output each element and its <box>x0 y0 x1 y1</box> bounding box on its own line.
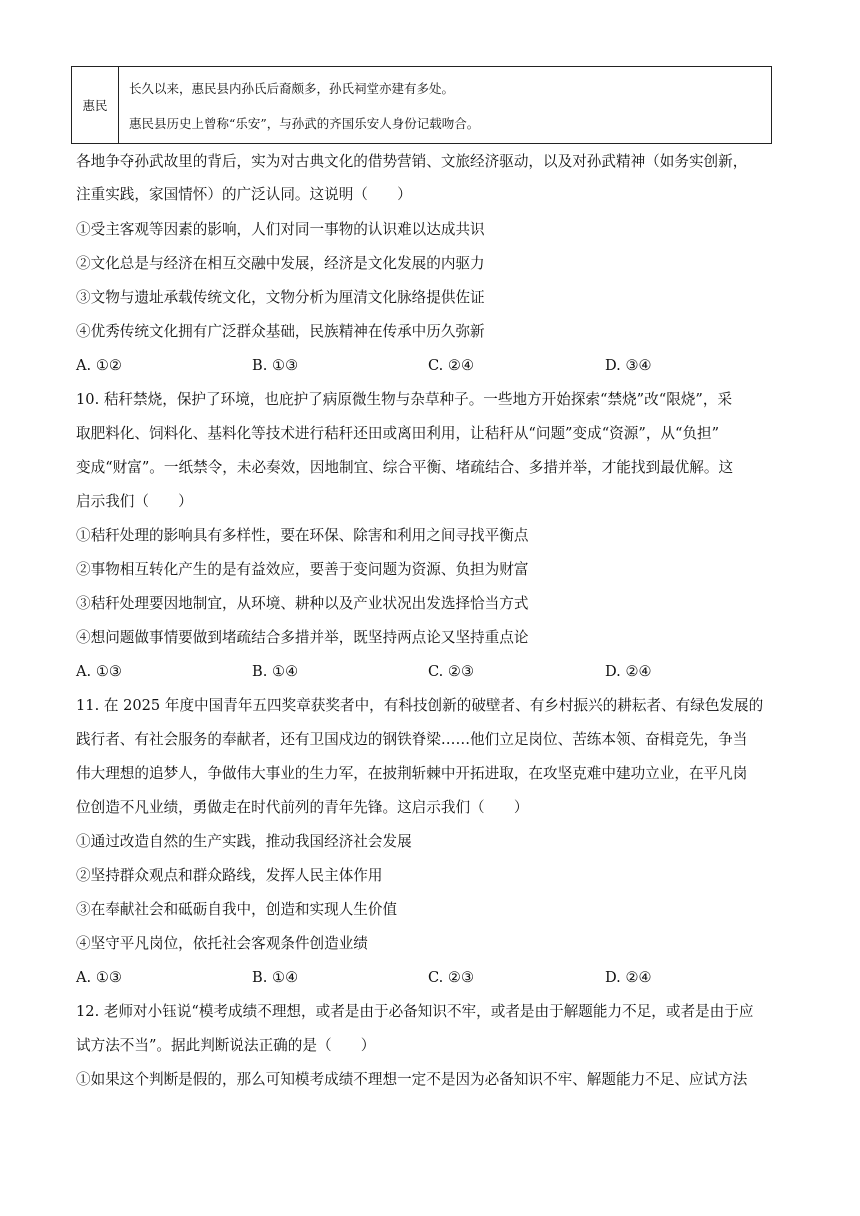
question-10-option-c: C. ②③ <box>428 663 475 680</box>
question-9-item: ②文化总是与经济在相互交融中发展，经济是文化发展的内驱力 <box>76 255 485 272</box>
question-11-item: ③在奉献社会和砥砺自我中，创造和实现人生价值 <box>76 901 398 918</box>
table-content <box>119 67 771 143</box>
info-table <box>71 66 772 144</box>
question-12-stem-line: 12. 老师对小钰说“模考成绩不理想，或者是由于必备知识不牢，或者是由于解题能力不足，或者是由于应 <box>76 1003 754 1020</box>
question-9-item: ④优秀传统文化拥有广泛群众基础，民族精神在传承中历久弥新 <box>76 323 485 340</box>
question-11-option-b: B. ①④ <box>252 969 299 986</box>
question-10-stem-line: 10. 秸秆禁烧，保护了环境，也庇护了病原微生物与杂草种子。一些地方开始探索“禁烧”改“限烧”，采 <box>76 391 733 408</box>
question-11-stem-line: 位创造不凡业绩，勇做走在时代前列的青年先锋。这启示我们（ ） <box>76 799 529 816</box>
question-12-item: ①如果这个判断是假的，那么可知模考成绩不理想一定不是因为必备知识不牢、解题能力不足、应试方法 <box>76 1071 748 1088</box>
question-10-item: ②事物相互转化产生的是有益效应，要善于变问题为资源、负担为财富 <box>76 561 529 578</box>
question-9-stem-line: 各地争夺孙武故里的背后，实为对古典文化的借势营销、文旅经济驱动，以及对孙武精神（如务实创新， <box>76 153 748 170</box>
question-12-stem-line: 试方法不当”。据此判断说法正确的是（ ） <box>76 1037 376 1054</box>
question-9-option-a: A. ①② <box>76 357 122 374</box>
question-11-item: ②坚持群众观点和群众路线，发挥人民主体作用 <box>76 867 383 884</box>
question-10-option-a: A. ①③ <box>76 663 122 680</box>
question-9-stem-line: 注重实践，家国情怀）的广泛认同。这说明（ ） <box>76 186 412 203</box>
question-11-item: ④坚守平凡岗位，依托社会客观条件创造业绩 <box>76 935 368 952</box>
question-10-stem-line: 取肥料化、饲料化、基料化等技术进行秸秆还田或离田利用，让秸秆从“问题”变成“资源”，从“负担” <box>76 425 720 442</box>
question-9-item: ①受主客观等因素的影响，人们对同一事物的认识难以达成共识 <box>76 221 485 238</box>
question-10-item: ③秸秆处理要因地制宜，从环境、耕种以及产业状况出发选择恰当方式 <box>76 595 529 612</box>
question-11-option-a: A. ①③ <box>76 969 122 986</box>
question-10-option-b: B. ①④ <box>252 663 299 680</box>
table-cell-line: 惠民县历史上曾称“乐安”，与孙武的齐国乐安人身份记载吻合。 <box>129 116 480 131</box>
question-10-item: ④想问题做事情要做到堵疏结合多措并举，既坚持两点论又坚持重点论 <box>76 629 529 646</box>
question-10-stem-line: 变成“财富”。一纸禁令，未必奏效，因地制宜、综合平衡、堵疏结合、多措并举，才能找到最优解。这 <box>76 459 734 476</box>
question-9-item: ③文物与遗址承载传统文化，文物分析为厘清文化脉络提供佐证 <box>76 289 485 306</box>
question-10-item: ①秸秆处理的影响具有多样性，要在环保、除害和利用之间寻找平衡点 <box>76 527 529 544</box>
question-9-option-b: B. ①③ <box>252 357 299 374</box>
question-10-stem-line: 启示我们（ ） <box>76 493 193 510</box>
question-9-option-c: C. ②④ <box>428 357 475 374</box>
question-11-item: ①通过改造自然的生产实践，推动我国经济社会发展 <box>76 833 412 850</box>
question-11-option-d: D. ②④ <box>605 969 652 986</box>
question-11-stem-line: 践行者、有社会服务的奉献者，还有卫国戍边的钢铁脊梁……他们立足岗位、苦练本领、奋楫竞先，争当 <box>76 731 748 748</box>
question-11-option-c: C. ②③ <box>428 969 475 986</box>
question-9-option-d: D. ③④ <box>605 357 652 374</box>
table-row-header: 惠民 <box>72 67 119 143</box>
question-11-stem-line: 伟大理想的追梦人，争做伟大事业的生力军，在披荆斩棘中开拓进取，在攻坚克难中建功立业，在平凡岗 <box>76 765 748 782</box>
table-cell-line: 长久以来，惠民县内孙氏后裔颇多，孙氏祠堂亦建有多处。 <box>129 81 455 96</box>
question-10-option-d: D. ②④ <box>605 663 652 680</box>
question-11-stem-line: 11. 在 2025 年度中国青年五四奖章获奖者中，有科技创新的破壁者、有乡村振兴的耕耘者、有绿色发展的 <box>76 697 764 714</box>
